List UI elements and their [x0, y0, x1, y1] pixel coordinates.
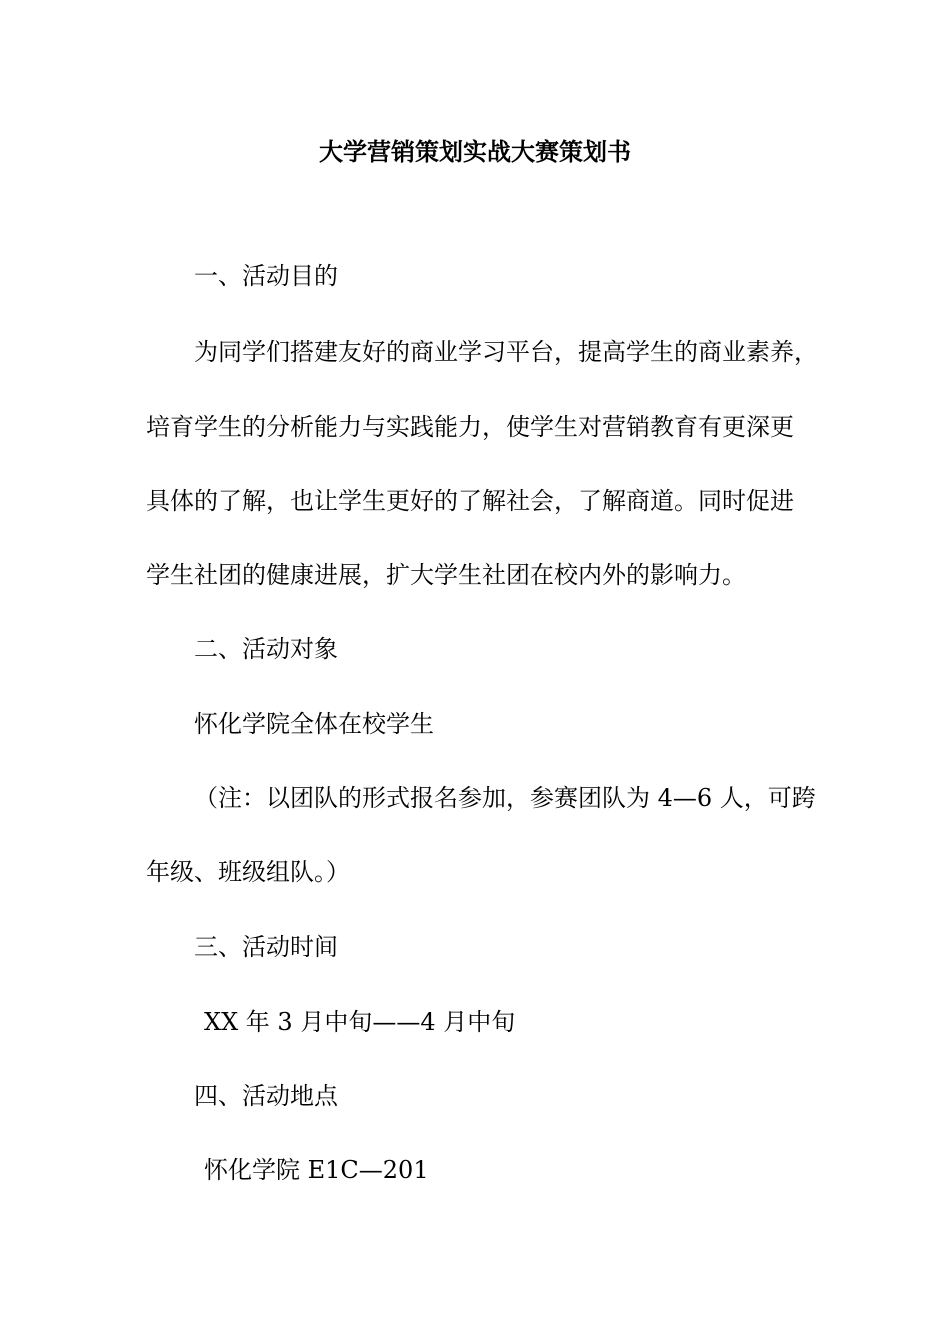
section3-time: XX 年 3 月中旬——4 月中旬	[204, 1008, 516, 1036]
section4-location: 怀化学院 E1C—201	[204, 1156, 429, 1184]
section2-note-line2: 年级、班级组队。）	[146, 858, 350, 886]
section4-heading: 四、活动地点	[194, 1082, 338, 1110]
section1-paragraph-line4: 学生社团的健康进展，扩大学生社团在校内外的影响力。	[146, 561, 746, 589]
section2-target: 怀化学院全体在校学生	[194, 710, 434, 738]
section2-heading: 二、活动对象	[194, 635, 338, 663]
section1-paragraph-line3: 具体的了解，也让学生更好的了解社会，了解商道。同时促进	[146, 487, 794, 515]
section3-heading: 三、活动时间	[194, 933, 338, 961]
section2-note-line1: （注：以团队的形式报名参加，参赛团队为 4—6 人，可跨	[194, 784, 816, 812]
section1-paragraph-line1: 为同学们搭建友好的商业学习平台，提高学生的商业素养，	[194, 338, 818, 366]
section1-paragraph-line2: 培育学生的分析能力与实践能力，使学生对营销教育有更深更	[146, 413, 794, 441]
section1-heading: 一、活动目的	[194, 262, 338, 290]
document-title: 大学营销策划实战大赛策划书	[319, 137, 631, 166]
